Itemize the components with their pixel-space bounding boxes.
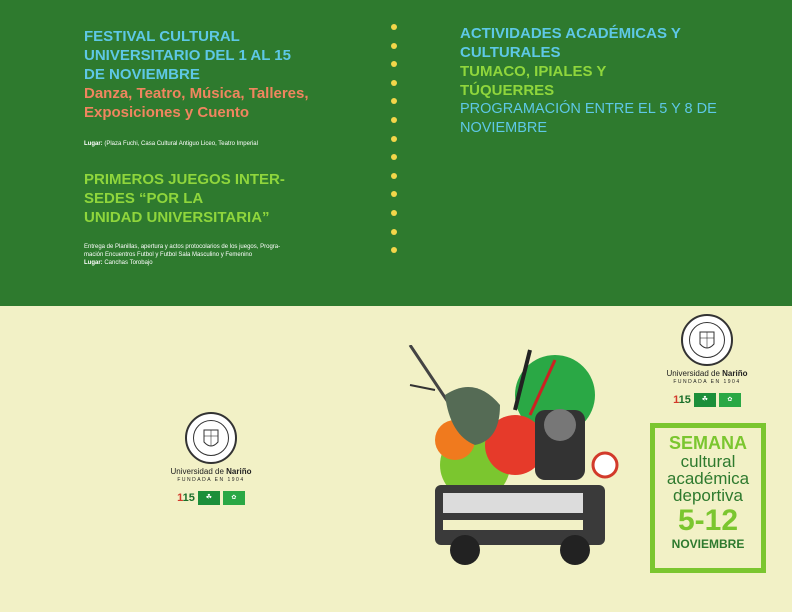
beak bbox=[410, 385, 435, 390]
divider-dot bbox=[391, 43, 397, 49]
divider-dot bbox=[391, 24, 397, 30]
anniversary-115-badge: 115 bbox=[177, 492, 195, 504]
university-seal-icon bbox=[681, 314, 733, 366]
juegos-location bbox=[84, 259, 384, 267]
activities-program-line1: PROGRAMACIÓN ENTRE EL 5 Y 8 DE bbox=[460, 101, 717, 117]
juegos-location-text: Canchas Torobajo bbox=[102, 260, 153, 266]
juegos-desc-line2: mación Encuentros Futbol y Futbol Sala Masculino y Femenino bbox=[84, 252, 253, 258]
green-badge-icon: ☘ bbox=[694, 393, 716, 407]
juegos-section bbox=[84, 170, 384, 267]
festival-title-line3: DE NOVIEMBRE bbox=[84, 66, 200, 83]
divider-dot bbox=[391, 136, 397, 142]
divider-dot bbox=[391, 117, 397, 123]
festival-location-label: Lugar: bbox=[84, 141, 103, 147]
divider-dot bbox=[391, 210, 397, 216]
divider-dot bbox=[391, 247, 397, 253]
activities-places-line1: TUMACO, IPIALES Y bbox=[460, 63, 607, 80]
bus-sign bbox=[443, 520, 583, 530]
semana-cultural: cultural bbox=[680, 452, 736, 471]
activities-section bbox=[460, 24, 750, 138]
university-seal-icon bbox=[185, 412, 237, 464]
semana-deportiva: deportiva bbox=[673, 486, 743, 505]
divider-dot bbox=[391, 191, 397, 197]
semana-title: SEMANA bbox=[668, 433, 747, 453]
bus-wheel bbox=[560, 535, 590, 565]
bus-windows bbox=[443, 493, 583, 513]
divider-dot bbox=[391, 154, 397, 160]
logo-badges bbox=[656, 393, 758, 407]
dotted-divider bbox=[391, 24, 397, 266]
logo-badges bbox=[160, 491, 262, 505]
festival-subtitle-line1: Danza, Teatro, Música, Talleres, bbox=[84, 85, 309, 102]
divider-dot bbox=[391, 98, 397, 104]
activities-places-line2: TÚQUERRES bbox=[460, 82, 555, 99]
divider-dot bbox=[391, 61, 397, 67]
juegos-title-line3: UNIDAD UNIVERSITARIA” bbox=[84, 209, 270, 226]
green-badge-icon-2: ✿ bbox=[223, 491, 245, 505]
green-badge-icon: ☘ bbox=[198, 491, 220, 505]
juegos-location-label: Lugar: bbox=[84, 260, 103, 266]
semana-box bbox=[650, 423, 766, 573]
festival-title-line1: FESTIVAL CULTURAL bbox=[84, 28, 240, 45]
anniversary-115-badge: 115 bbox=[673, 394, 691, 406]
juegos-title-line1: PRIMEROS JUEGOS INTER- bbox=[84, 171, 285, 188]
festival-location-text: (Plaza Fuchi, Casa Cultural Antiguo Liceo, Teatro Imperial bbox=[102, 141, 258, 147]
semana-month: NOVIEMBRE bbox=[671, 537, 745, 551]
divider-dot bbox=[391, 229, 397, 235]
divider-dot bbox=[391, 80, 397, 86]
portrait-face bbox=[544, 409, 576, 441]
university-name: Universidad de Nariño bbox=[170, 467, 252, 476]
festival-section bbox=[84, 27, 384, 267]
university-logo-left bbox=[160, 412, 262, 505]
juegos-desc-line1: Entrega de Planillas, apertura y actos protocolarios de los juegos, Progra- bbox=[84, 244, 281, 250]
activities-program-line2: NOVIEMBRE bbox=[460, 120, 548, 136]
university-name: Universidad de Nariño bbox=[666, 369, 748, 378]
bus-wheel bbox=[450, 535, 480, 565]
semana-dates: 5-12 bbox=[677, 504, 739, 537]
bottom-panel bbox=[0, 306, 792, 612]
activities-title-line2: CULTURALES bbox=[460, 44, 561, 61]
collage-illustration bbox=[405, 345, 640, 580]
university-founded: FUNDADA EN 1904 bbox=[673, 379, 741, 385]
activities-title-line1: ACTIVIDADES ACADÉMICAS Y bbox=[460, 25, 681, 42]
festival-title-line2: UNIVERSITARIO DEL 1 AL 15 bbox=[84, 47, 291, 64]
juegos-title-line2: SEDES “POR LA bbox=[84, 190, 204, 207]
university-founded: FUNDADA EN 1904 bbox=[177, 477, 245, 483]
festival-location bbox=[84, 140, 384, 148]
green-badge-icon-2: ✿ bbox=[719, 393, 741, 407]
brush bbox=[410, 345, 450, 405]
festival-subtitle-line2: Exposiciones y Cuento bbox=[84, 104, 250, 121]
semana-academica: académica bbox=[666, 469, 750, 488]
ball bbox=[593, 453, 617, 477]
university-logo-right bbox=[656, 314, 758, 407]
divider-dot bbox=[391, 173, 397, 179]
